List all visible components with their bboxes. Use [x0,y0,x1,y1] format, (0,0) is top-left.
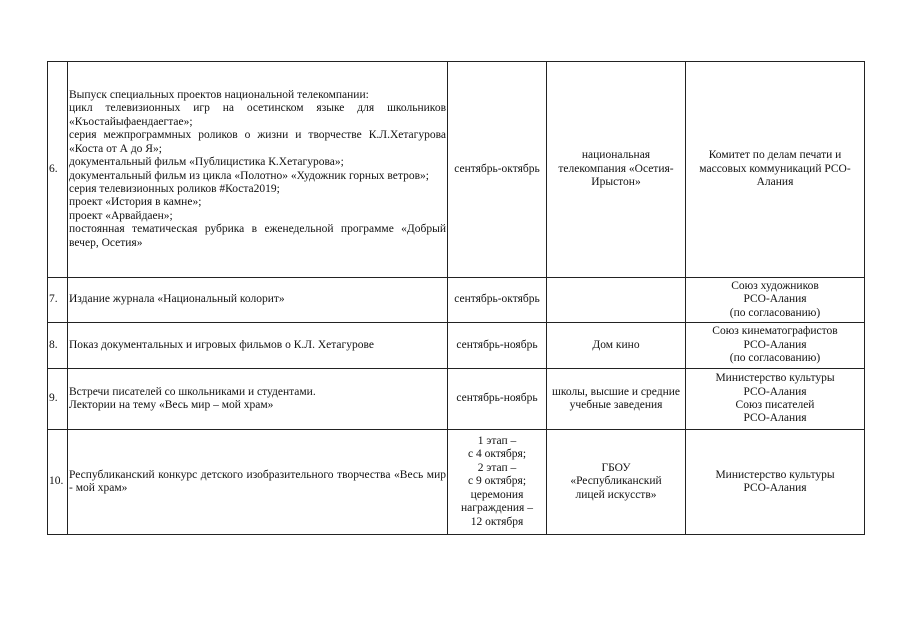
period-line: 1 этап – [477,435,517,448]
event-period: сентябрь-октябрь [448,62,547,278]
description-line: Лектории на тему «Весь мир – мой храм» [69,399,274,411]
event-description [68,369,448,430]
event-description [68,62,448,278]
description-line: проект «История в камне»; [69,196,202,209]
organizer-line: Союз писателей [735,399,815,411]
event-venue [547,278,686,323]
description-line: документальный фильм из цикла «Полотно» «Художник горных ветров»; [69,169,429,182]
event-description [68,430,448,535]
event-period: сентябрь-октябрь [448,278,547,323]
period-line: награждения – [461,502,533,515]
event-venue: национальная телекомпания «Осетия-Ирыстон» [547,62,686,278]
table-row [48,278,865,323]
event-organizer [686,430,865,535]
event-organizer [686,369,865,430]
organizer-line: (по согласованию) [729,352,821,365]
event-organizer [686,323,865,369]
period-line: с 9 октября; [467,475,527,488]
venue-line: ГБОУ [601,461,631,474]
period-line: 12 октября [470,515,524,528]
period-line: 2 этап – [477,461,517,474]
event-description: Показ документальных и игровых фильмов о К.Л. Хетагурове [68,323,448,369]
table-row [48,430,865,535]
description-line: постоянная тематическая рубрика в еженедельной программе «Добрый вечер, Осетия» [69,223,446,249]
event-venue: Дом кино [547,323,686,369]
organizer-line: РСО-Алания [743,338,807,351]
event-period: сентябрь-ноябрь [448,323,547,369]
organizer-line: РСО-Алания [743,482,807,494]
row-number: 7. [48,278,68,323]
venue-line: «Республиканский [570,475,662,488]
organizer-line: (по согласованию) [729,306,821,319]
row-number: 10. [48,430,68,535]
event-organizer: Комитет по делам печати и массовых коммуникаций РСО-Алания [686,62,865,278]
period-line: церемония [470,488,524,501]
events-table [47,61,865,535]
table-row [48,62,865,278]
description-line: документальный фильм «Публицистика К.Хетагурова»; [69,156,344,169]
description-line: серия межпрограммных роликов о жизни и творчестве К.Л.Хетагурова «Коста от А до Я»; [69,129,446,155]
description-line: проект «Арвайдаен»; [69,209,173,222]
table-row [48,323,865,369]
event-description: Издание журнала «Национальный колорит» [68,278,448,323]
event-period: сентябрь-ноябрь [448,369,547,430]
organizer-line: РСО-Алания [743,293,807,306]
description-line: цикл телевизионных игр на осетинском языке для школьников «Къостайыфаендаегтае»; [69,102,446,128]
venue-line: лицей искусств» [575,488,657,501]
organizer-line: Министерство культуры [715,468,835,481]
row-number: 8. [48,323,68,369]
organizer-line: РСО-Алания [743,412,807,425]
description-text: Республиканский конкурс детского изобразительного творчества «Весь мир - мой храм» [69,468,446,494]
row-number: 9. [48,369,68,430]
event-venue [547,430,686,535]
table-row [48,369,865,430]
organizer-line: Министерство культуры [715,372,835,385]
event-period [448,430,547,535]
organizer-line: Союз художников [731,279,819,292]
period-line: с 4 октября; [467,448,527,461]
event-organizer [686,278,865,323]
organizer-line: РСО-Алания [743,385,807,398]
organizer-line: Союз кинематографистов [712,325,838,338]
description-line: Встречи писателей со школьниками и студентами. [69,385,316,398]
description-line: Выпуск специальных проектов национальной телекомпании: [69,89,369,102]
row-number: 6. [48,62,68,278]
event-venue: школы, высшие и средние учебные заведения [547,369,686,430]
description-line: серия телевизионных роликов #Коста2019; [69,182,280,195]
